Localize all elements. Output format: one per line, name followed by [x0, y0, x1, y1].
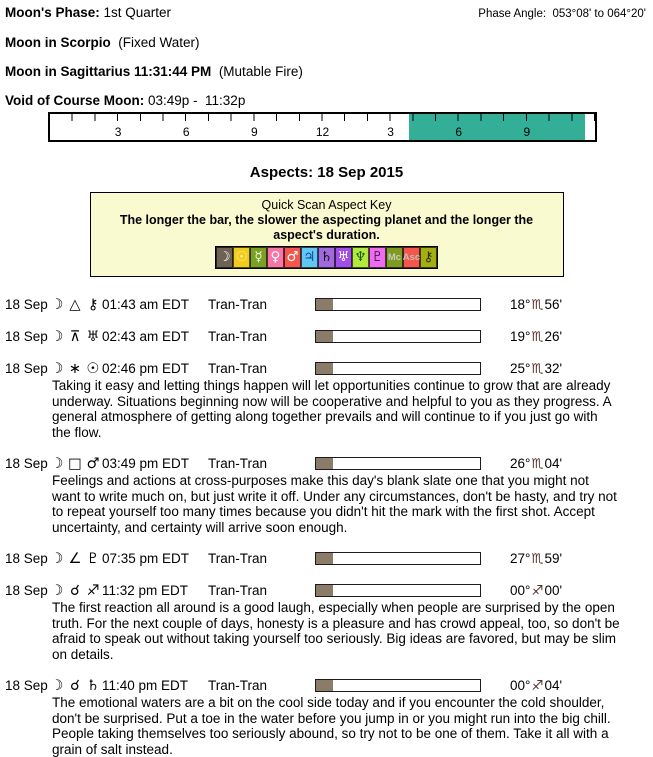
aspect-time: 11:40 pm EDT — [102, 678, 189, 693]
aspect-row — [0, 582, 653, 599]
aspect-time: 07:35 pm EDT — [102, 551, 190, 566]
degree-value: 26° — [510, 456, 531, 471]
aspect-type: Tran-Tran — [208, 329, 268, 344]
voc-label: Void of Course Moon: — [5, 93, 145, 108]
degree-position — [510, 550, 562, 568]
moon-sign-label: Moon in Scorpio — [5, 35, 111, 50]
trine-icon: △ — [69, 297, 81, 313]
minutes-value: 04' — [544, 678, 563, 693]
aspect-type: Tran-Tran — [208, 456, 268, 471]
aspect-time: 03:49 pm EDT — [102, 456, 190, 471]
timeline-ticks — [50, 114, 595, 121]
scorpio-icon: ♏ — [531, 297, 544, 313]
moon-icon: ☽ — [50, 583, 64, 599]
sagittarius-icon: ♐ — [531, 583, 544, 599]
timeline-tick-label: 9 — [523, 125, 531, 139]
minutes-value: 26' — [544, 329, 563, 344]
aspect-block — [0, 677, 653, 757]
aspect-time: 02:46 pm EDT — [102, 361, 190, 376]
aspect-date: 18 Sep — [5, 297, 48, 312]
timeline-tick-label: 3 — [114, 125, 122, 139]
aspect-block — [0, 582, 653, 662]
sun-icon: ☉ — [86, 361, 100, 377]
aspect-row — [0, 455, 653, 472]
moon-icon: ☽ — [50, 456, 64, 472]
quick-scan-key-box — [90, 192, 564, 277]
quincunx-icon: ⊼ — [69, 329, 81, 345]
aspect-block — [0, 455, 653, 535]
duration-bar — [315, 298, 481, 311]
minutes-value: 59' — [544, 551, 563, 566]
jupiter-icon: ♃ — [301, 247, 318, 268]
aspect-row — [0, 360, 653, 377]
interpretation-text: Taking it easy and letting things happen will let opportunities continue to grow that are already underway. Situations beginning now will be cooperative and helpful to you as they progress. A general atmosphere of getting along together prevails and will continue to if you just go with the flow. — [52, 378, 611, 440]
timeline-tick-label: 12 — [315, 125, 330, 139]
semisquare-icon: ∠ — [68, 551, 82, 567]
aspect-time: 11:32 pm EDT — [102, 583, 189, 598]
timeline-tick-label: 9 — [251, 125, 258, 139]
aspect-block — [0, 550, 653, 567]
degree-value: 00° — [510, 583, 531, 598]
conjunction-icon: ☌ — [70, 678, 80, 694]
minutes-value: 04' — [544, 456, 563, 471]
aspect-time: 02:43 am EDT — [102, 329, 190, 344]
moon-icon: ☽ — [50, 297, 64, 313]
moon-sign-line — [5, 35, 648, 51]
timeline-tick-label: 6 — [455, 125, 463, 139]
moon-icon: ☽ — [50, 551, 64, 567]
moons-phase-value: 1st Quarter — [103, 5, 172, 20]
aspect-date: 18 Sep — [5, 583, 48, 598]
aspect-block — [0, 360, 653, 440]
aspect-block — [0, 328, 653, 345]
scorpio-icon: ♏ — [531, 329, 544, 345]
chiron-icon: ⚷ — [420, 247, 437, 268]
degree-value: 19° — [510, 329, 531, 344]
mercury-icon: ☿ — [250, 247, 267, 268]
moon-icon: ☽ — [216, 247, 233, 268]
duration-bar — [315, 679, 481, 692]
aspect-block — [0, 296, 653, 313]
degree-position — [510, 360, 562, 378]
aspect-time: 01:43 am EDT — [102, 297, 190, 312]
aspect-type: Tran-Tran — [208, 583, 268, 598]
voc-timeline — [48, 112, 597, 142]
moon-sign-note: (Fixed Water) — [118, 35, 200, 50]
sagittarius-icon: ♐ — [86, 583, 100, 599]
aspect-list — [0, 296, 653, 757]
interpretation-text: The first reaction all around is a good laugh, especially when people are surprised by the open truth. For the next couple of days, honesty is a pleasure and has crowd appeal, too, so don't be afraid to speak out without taking yourself too seriously. Big ideas are favored, but may be slim on details. — [52, 600, 620, 662]
aspect-date: 18 Sep — [5, 456, 48, 471]
minutes-value: 56' — [544, 297, 563, 312]
moon-ingress-line — [5, 64, 648, 80]
scorpio-icon: ♏ — [531, 361, 544, 377]
planet-key-row — [215, 246, 438, 269]
uranus-icon: ♅ — [86, 329, 100, 345]
moon-icon: ☽ — [50, 329, 64, 345]
saturn-icon: ♄ — [318, 247, 335, 268]
sextile-icon: ∗ — [68, 361, 82, 377]
aspects-title: Aspects: 18 Sep 2015 — [249, 164, 404, 181]
interpretation-text: Feelings and actions at cross-purposes make this day's blank slate one that you might not want to write much on, but just write it off. Under any circumstances, don't be hasty, and try not to repeat yourself too many times because you didn't hit the mark with the first shot. Accept uncertainty, and certainty will arrive soon enough. — [52, 473, 617, 535]
saturn-icon: ♄ — [86, 678, 100, 694]
moon-ingress-note: (Mutable Fire) — [218, 64, 303, 79]
minutes-value: 00' — [544, 583, 563, 598]
aspect-date: 18 Sep — [5, 551, 48, 566]
pluto-icon: ♇ — [369, 247, 386, 268]
aspect-type: Tran-Tran — [208, 361, 268, 376]
key-title: Quick Scan Aspect Key — [261, 198, 392, 212]
degree-position — [510, 582, 562, 600]
mars-icon: ♂ — [284, 247, 301, 268]
duration-bar — [315, 362, 481, 375]
midheaven-icon: Mc — [386, 247, 403, 268]
aspect-type: Tran-Tran — [208, 297, 268, 312]
duration-bar — [315, 457, 481, 470]
moons-phase-line — [5, 5, 171, 21]
venus-icon: ♀ — [267, 247, 284, 268]
duration-bar-fill — [316, 553, 333, 564]
aspect-row — [0, 296, 653, 313]
moon-icon: ☽ — [50, 361, 64, 377]
interpretation-text: The emotional waters are a bit on the cool side today and if you encounter the cold shoulder, don't be surprised. Put a toe in the water before you jump in or you might run into the big chill. People taking themselves too seriously abound, so try not to be one of them. Take it all with a grain of salt instead. — [52, 695, 611, 757]
aspect-row — [0, 550, 653, 567]
ascendant-icon: Asc — [403, 247, 420, 268]
duration-bar-fill — [316, 585, 333, 596]
conjunction-icon: ☌ — [70, 583, 80, 599]
pluto-icon: ♇ — [86, 551, 100, 567]
degree-value: 00° — [510, 678, 531, 693]
aspect-row — [0, 677, 653, 694]
duration-bar — [315, 584, 481, 597]
duration-bar-fill — [316, 458, 333, 469]
degree-value: 27° — [510, 551, 531, 566]
sun-icon: ☉ — [233, 247, 250, 268]
duration-bar-fill — [316, 299, 333, 310]
aspect-date: 18 Sep — [5, 361, 48, 376]
degree-value: 18° — [510, 297, 531, 312]
voc-value: 03:49p - 11:32p — [148, 93, 246, 108]
aspect-type: Tran-Tran — [208, 551, 268, 566]
aspect-row — [0, 328, 653, 345]
duration-bar — [315, 552, 481, 565]
duration-bar-fill — [316, 331, 333, 342]
degree-position — [510, 677, 562, 695]
duration-bar-fill — [316, 680, 333, 691]
moon-ingress-label: Moon in Sagittarius 11:31:44 PM — [5, 64, 212, 79]
chiron-icon: ⚷ — [87, 297, 99, 313]
sagittarius-icon: ♐ — [531, 678, 544, 694]
degree-position — [510, 455, 562, 473]
report-header — [0, 0, 653, 109]
aspect-date: 18 Sep — [5, 329, 48, 344]
scorpio-icon: ♏ — [531, 456, 544, 472]
voc-line — [5, 93, 648, 109]
degree-value: 25° — [510, 361, 531, 376]
phase-angle — [478, 5, 648, 22]
key-subtitle: The longer the bar, the slower the aspecting planet and the longer the aspect's duration. — [119, 213, 534, 242]
duration-bar — [315, 330, 481, 343]
timeline-tick-label: 3 — [387, 125, 394, 139]
neptune-icon: ♆ — [352, 247, 369, 268]
degree-position — [510, 328, 562, 346]
aspect-date: 18 Sep — [5, 678, 48, 693]
aspect-type: Tran-Tran — [208, 678, 268, 693]
phase-angle-value: 053°08' to 064°20' — [552, 8, 646, 20]
uranus-icon: ♅ — [335, 247, 352, 268]
mars-icon: ♂ — [86, 456, 100, 472]
timeline-tick-label: 6 — [182, 125, 190, 139]
moons-phase-label: Moon's Phase: — [5, 5, 100, 20]
moon-icon: ☽ — [50, 678, 64, 694]
scorpio-icon: ♏ — [531, 551, 544, 567]
phase-angle-label: Phase Angle: — [478, 8, 547, 20]
minutes-value: 32' — [544, 361, 563, 376]
square-icon: □ — [68, 456, 82, 472]
duration-bar-fill — [316, 363, 333, 374]
degree-position — [510, 296, 562, 314]
